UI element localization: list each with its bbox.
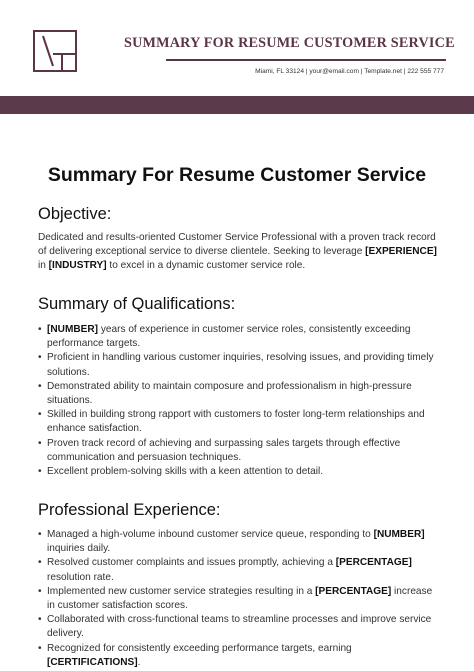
list-item (38, 556, 438, 584)
objective-experience-placeholder: [EXPERIENCE] (365, 246, 437, 258)
list-item-text: Skilled in building strong rapport with customers to foster long-term relationships and enhance satisfaction. (47, 409, 425, 435)
list-item-text: years of experience in customer service roles, consistently exceeding performance targets. (47, 324, 411, 350)
number-placeholder: [NUMBER] (373, 529, 425, 540)
experience-heading: Professional Experience: (38, 501, 221, 519)
list-item-text: Managed a high-volume inbound customer service queue, responding to (47, 529, 374, 540)
list-item (38, 380, 438, 408)
list-item (38, 528, 438, 556)
percentage-placeholder: [PERCENTAGE] (335, 557, 412, 569)
certifications-placeholder: [CERTIFICATIONS] (47, 656, 138, 668)
list-item-text: Demonstrated ability to maintain composure and professionalism in high-pressure situations. (47, 380, 412, 407)
list-item-text: Implemented new customer service strategies resulting in a (47, 585, 316, 597)
list-item (38, 613, 438, 641)
contact-info: Miami, FL 33124 | your@email.com | Template.net | 222 555 777 (255, 68, 444, 75)
objective-text-part: to excel in a dynamic customer service role. (106, 260, 306, 272)
list-item-text: inquiries daily. (47, 543, 111, 555)
objective-industry-placeholder: [INDUSTRY] (48, 260, 107, 272)
objective-text-part: Dedicated and results-oriented Customer Service Professional with a proven track record of delivering exceptional service to diverse clientele. Seeking to leverage (38, 232, 436, 258)
list-item-text: Proven track record of achieving and surpassing sales targets through effective communication and persuasion techniques. (47, 437, 401, 463)
template-logo (33, 30, 77, 72)
page-title: Summary For Resume Customer Service (47, 164, 427, 186)
objective-text (38, 231, 438, 274)
objective-text-part: in (38, 260, 49, 272)
list-item-text: increase in customer satisfaction scores. (47, 585, 433, 612)
experience-list (38, 528, 438, 670)
objective-heading: Objective: (38, 205, 112, 223)
list-item-text: . (137, 656, 141, 668)
list-item (38, 351, 438, 379)
list-item-text: resolution rate. (47, 571, 114, 583)
header-title: SUMMARY FOR RESUME CUSTOMER SERVICE (124, 35, 455, 51)
qualifications-heading: Summary of Qualifications: (38, 295, 236, 313)
percentage-placeholder: [PERCENTAGE] (315, 585, 392, 597)
list-item (38, 585, 438, 613)
header-divider (166, 59, 446, 61)
list-item-text: Recognized for consistently exceeding performance targets, earning (47, 642, 352, 654)
list-item (38, 408, 438, 436)
number-placeholder: [NUMBER] (47, 324, 99, 335)
list-item-text: Collaborated with cross-functional teams to streamline processes and improve service delivery. (47, 614, 432, 640)
accent-band (0, 96, 474, 114)
list-item (38, 465, 438, 479)
list-item (38, 437, 438, 465)
list-item (38, 323, 438, 351)
list-item-text: Resolved customer complaints and issues promptly, achieving a (47, 557, 336, 569)
list-item-text: Proficient in handling various customer inquiries, resolving issues, and providing timely solutions. (47, 352, 434, 378)
qualifications-list (38, 323, 438, 479)
logo-mark-icon (33, 30, 77, 72)
list-item-text: Excellent problem-solving skills with a keen attention to detail. (47, 466, 324, 478)
list-item (38, 642, 438, 670)
